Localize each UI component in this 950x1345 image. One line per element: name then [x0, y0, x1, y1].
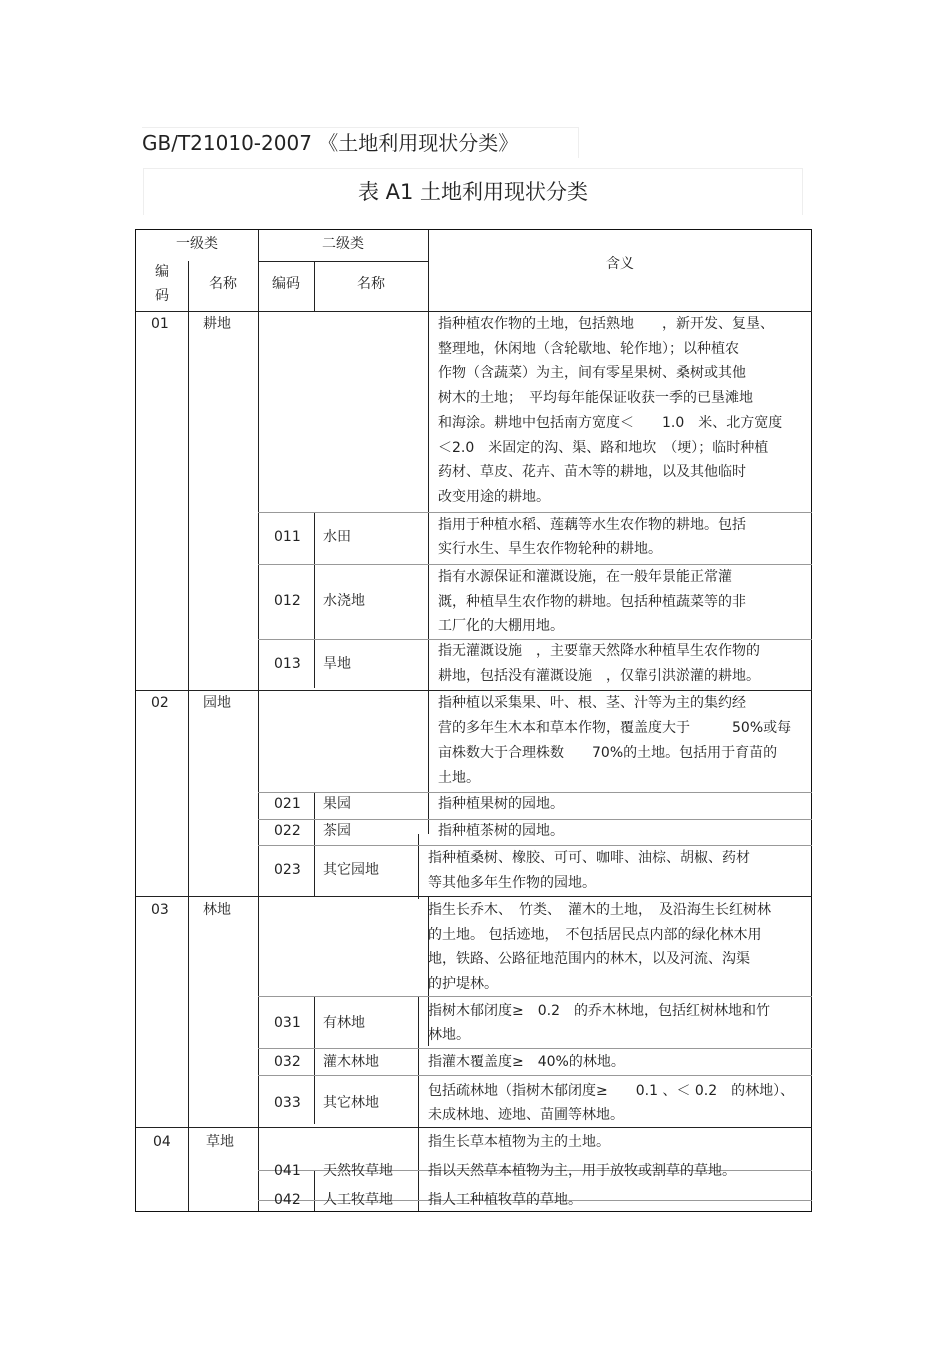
sub-name: 其它林地 [323, 1095, 379, 1111]
group-name: 耕地 [203, 316, 231, 332]
sub-code: 011 [274, 529, 301, 545]
group-meaning-line: 和海涂。耕地中包括南方宽度＜ 1.0 米、北方宽度 [438, 415, 783, 431]
sub-code: 023 [274, 862, 301, 878]
header-code-short-2: 码 [155, 288, 169, 304]
group-code: 01 [151, 316, 169, 332]
group-code: 02 [151, 695, 169, 711]
header-code-short-1: 编 [155, 264, 169, 280]
sub-meaning-line: 指无灌溉设施 ，主要靠天然降水种植旱生农作物的 [438, 643, 760, 659]
sub-name: 水浇地 [323, 593, 365, 609]
sub-meaning-line: 指用于种植水稻、莲藕等水生农作物的耕地。包括 [438, 517, 746, 533]
sub-code: 013 [274, 656, 301, 672]
col-divider-3-b [314, 792, 315, 896]
sub-meaning-line: 指种植果树的园地。 [438, 796, 564, 812]
sub-meaning-line: 指人工种植牧草的草地。 [428, 1192, 582, 1208]
sub-name: 水田 [323, 529, 351, 545]
group-meaning-line: ＜2.0 米固定的沟、渠、路和地坎 （埂）；临时种植 [438, 440, 769, 456]
header-code-level2: 编码 [272, 276, 300, 292]
sub-meaning-line: 指有水源保证和灌溉设施，在一般年景能正常灌 [438, 569, 732, 585]
header-level2: 二级类 [322, 236, 364, 252]
sub-name: 其它园地 [323, 862, 379, 878]
col-divider-4-b [428, 690, 429, 834]
group-name: 林地 [203, 902, 231, 918]
group-meaning-line: 指生长乔木、 竹类、 灌木的土地， 及沿海生长红树林 [428, 902, 771, 918]
sub-code: 042 [274, 1192, 301, 1208]
group-meaning-line: 药材、草皮、花卉、苗木等的耕地，以及其他临时 [438, 464, 746, 480]
header-name-level1: 名称 [209, 276, 237, 292]
header-meaning: 含义 [606, 256, 634, 272]
sub-meaning-line: 工厂化的大棚用地。 [438, 618, 564, 634]
col-divider-3-c [314, 996, 315, 1124]
row-divider-group-02 [136, 896, 812, 897]
group-name: 草地 [206, 1134, 234, 1150]
document-title: GB/T21010-2007 《土地利用现状分类》 [142, 127, 579, 158]
col-divider-2 [258, 230, 259, 1211]
group-meaning-line: 指种植以采集果、叶、根、茎、汁等为主的集约经 [438, 695, 746, 711]
col-divider-3-d [314, 1170, 315, 1211]
header-name-level2: 名称 [357, 276, 385, 292]
sub-meaning-line: 实行水生、旱生农作物轮种的耕地。 [438, 541, 662, 557]
sub-meaning-line: 溉，种植旱生农作物的耕地。包括种植蔬菜等的非 [438, 594, 746, 610]
group-meaning-line: 亩株数大于合理株数 70%的土地。包括用于育苗的 [438, 745, 778, 761]
group-meaning-line: 树木的土地； 平均每年能保证收获一季的已垦滩地 [438, 390, 753, 406]
sub-name: 有林地 [323, 1015, 365, 1031]
row-divider-032 [258, 1048, 812, 1049]
sub-name: 果园 [323, 796, 351, 812]
col-divider-4-a [428, 230, 429, 690]
group-meaning-line: 整理地，休闲地（含轮歇地、轮作地）；以种植农 [438, 341, 739, 357]
group-code: 04 [153, 1134, 171, 1150]
group-name: 园地 [203, 695, 231, 711]
sub-code: 012 [274, 593, 301, 609]
row-divider-031 [258, 996, 812, 997]
sub-meaning-line: 等其他多年生作物的园地。 [428, 875, 596, 891]
group-meaning-line: 营的多年生木本和草本作物，覆盖度大于 50%或每 [438, 720, 792, 736]
sub-name: 天然牧草地 [323, 1163, 393, 1179]
col-divider-4-e [418, 996, 419, 1211]
table-caption: 表 A1 土地利用现状分类 [143, 168, 803, 215]
col-divider-4-c [418, 834, 419, 899]
sub-name: 人工牧草地 [323, 1192, 393, 1208]
sub-code: 033 [274, 1095, 301, 1111]
col-divider-3-header [314, 261, 315, 311]
sub-meaning-line: 指种植茶树的园地。 [438, 823, 564, 839]
group-meaning-line: 作物（含蔬菜）为主，间有零星果树、桑树或其他 [438, 365, 746, 381]
row-divider-033 [258, 1075, 812, 1076]
sub-meaning-line: 指灌木覆盖度≥ 40%的林地。 [428, 1054, 625, 1070]
sub-code: 032 [274, 1054, 301, 1070]
sub-code: 021 [274, 796, 301, 812]
group-code: 03 [151, 902, 169, 918]
sub-code: 022 [274, 823, 301, 839]
sub-meaning-line: 未成林地、迹地、苗圃等林地。 [428, 1107, 624, 1123]
group-meaning-line: 指生长草本植物为主的土地。 [428, 1134, 610, 1150]
sub-code: 031 [274, 1015, 301, 1031]
col-divider-1 [188, 261, 189, 1211]
sub-meaning-line: 指以天然草本植物为主，用于放牧或割草的草地。 [428, 1163, 736, 1179]
group-meaning-line: 土地。 [438, 770, 480, 786]
group-meaning-line: 的土地。 包括迹地， 不包括居民点内部的绿化林木用 [428, 927, 762, 943]
group-meaning-line: 改变用途的耕地。 [438, 489, 550, 505]
sub-name: 灌木林地 [323, 1054, 379, 1070]
sub-meaning-line: 耕地，包括没有灌溉设施 ，仅靠引洪淤灌的耕地。 [438, 668, 760, 684]
sub-meaning-line: 指种植桑树、橡胶、可可、咖啡、油棕、胡椒、药材 [428, 850, 750, 866]
col-divider-3-a [314, 512, 315, 688]
header-level1: 一级类 [176, 236, 218, 252]
sub-name: 茶园 [323, 823, 351, 839]
row-divider-header-level2 [258, 261, 428, 262]
sub-meaning-line: 指树木郁闭度≥ 0.2 的乔木林地，包括红树林地和竹 [428, 1003, 770, 1019]
group-meaning-line: 的护堤林。 [428, 976, 498, 992]
land-use-classification-table [135, 229, 812, 1212]
sub-name: 旱地 [323, 656, 351, 672]
sub-meaning-line: 包括疏林地（指树木郁闭度≥ 0.1 、＜ 0.2 的林地）、 [428, 1083, 795, 1099]
group-meaning-line: 指种植农作物的土地，包括熟地 ，新开发、复垦、 [438, 316, 774, 332]
sub-code: 041 [274, 1163, 301, 1179]
group-meaning-line: 地，铁路、公路征地范围内的林木，以及河流、沟渠 [428, 951, 750, 967]
sub-meaning-line: 林地。 [428, 1027, 470, 1043]
